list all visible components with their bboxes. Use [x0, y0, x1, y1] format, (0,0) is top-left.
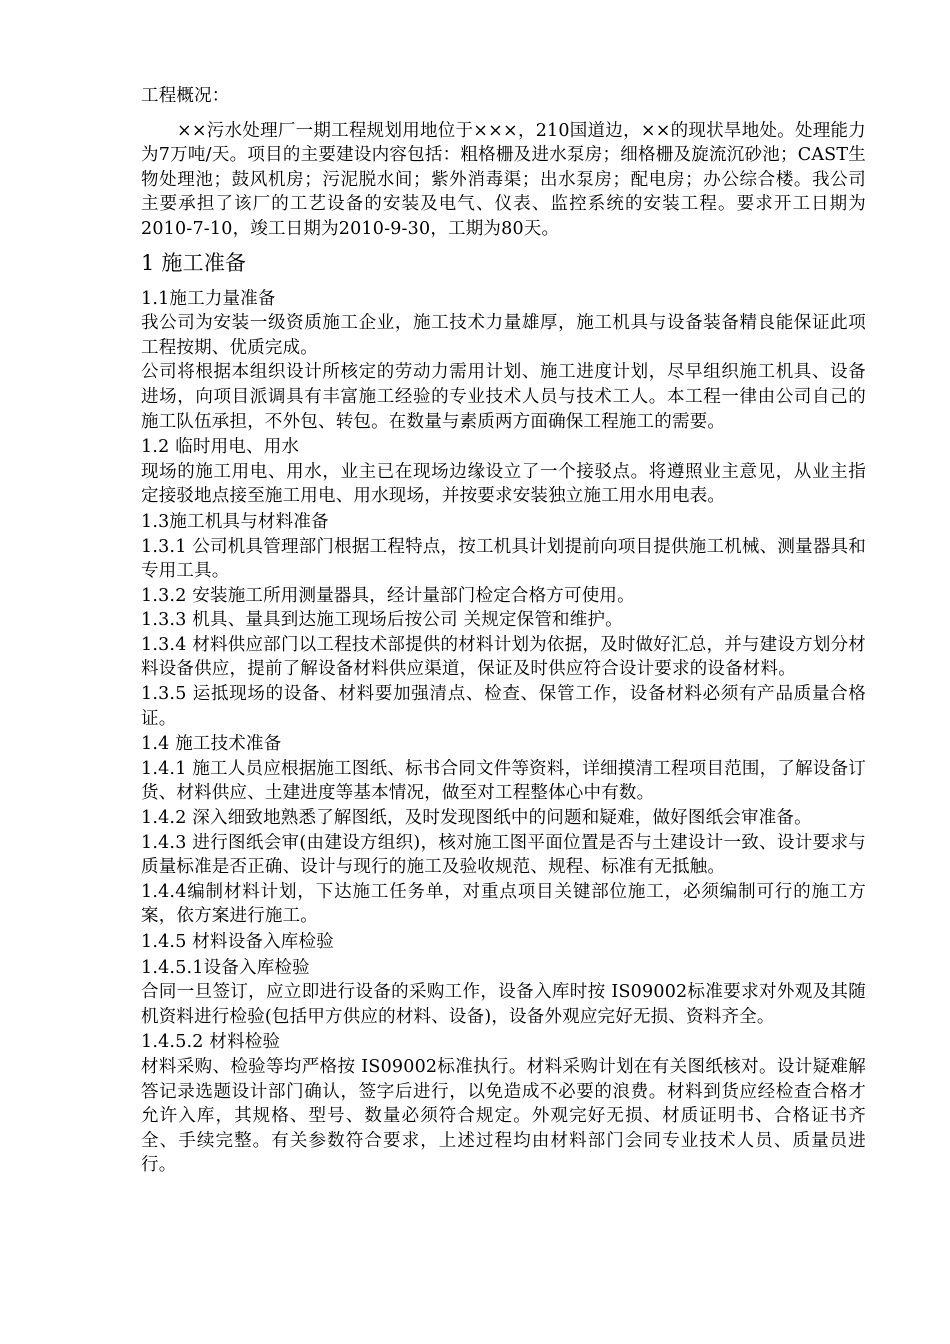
section-1-4-5-2-paragraph: 材料采购、检验等均严格按 IS09002标准执行。材料采购计划在有关图纸核对。设计疑难解答记录选题设计部门确认，签字后进行，以免造成不必要的浪费。材料到货应经检查合格才允许入库，其规格、型号、数量必须符合规定。外观完好无损、材质证明书、合格证书齐全、手续完整。有关参数符合要求，上述过程均由材料部门会同专业技术人员、质量员进行。 [141, 1056, 866, 1176]
section-1-1-heading: 1.1施工力量准备 [141, 288, 276, 309]
section-1-3-5: 1.3.5 运抵现场的设备、材料要加强清点、检查、保管工作，设备材料必须有产品质量合格证。 [141, 684, 866, 729]
section-1-4-5-1-heading: 1.4.5.1设备入库检验 [141, 957, 310, 978]
section-1-4-5-1-paragraph: 合同一旦签订，应立即进行设备的采购工作，设备入库时按 IS09002标准要求对外观及其随机资料进行检验(包括甲方供应的材料、设备)，设备外观应完好无损、资料齐全。 [141, 982, 866, 1027]
section-1-1-paragraph-2: 公司将根据本组织设计所核定的劳动力需用计划、施工进度计划，尽早组织施工机具、设备进场，向项目派调具有丰富施工经验的专业技术人员与技术工人。本工程一律由公司自己的施工队伍承担，不外包、转包。在数量与素质两方面确保工程施工的需要。 [141, 362, 866, 432]
section-1-4-5-heading: 1.4.5 材料设备入库检验 [141, 932, 334, 952]
section-1-3-4: 1.3.4 材料供应部门以工程技术部提供的材料计划为依据，及时做好汇总，并与建设方划分材料设备供应，提前了解设备材料供应渠道，保证及时供应符合设计要求的设备材料。 [141, 634, 866, 680]
section-1-4-3: 1.4.3 进行图纸会审(由建设方组织)，核对施工图平面位置是否与土建设计一致、设计要求与质量标准是否正确、设计与现行的施工及验收规范、规程、标准有无抵触。 [141, 832, 866, 878]
section-1-3-2: 1.3.2 安装施工所用测量器具，经计量部门检定合格方可使用。 [141, 585, 635, 606]
section-1-4-2: 1.4.2 深入细致地熟悉了解图纸，及时发现图纸中的问题和疑难，做好图纸会审准备。 [141, 808, 812, 829]
section-1-3-heading: 1.3施工机具与材料准备 [141, 511, 329, 532]
section-1-4-heading: 1.4 施工技术准备 [141, 734, 282, 755]
overview-paragraph: ××污水处理厂一期工程规划用地位于×××，210国道边，××的现状旱地处。处理能力为7万吨/天。项目的主要建设内容包括：粗格栅及进水泵房；细格栅及旋流沉砂池；CAST生物处理池；鼓风机房；污泥脱水间；紫外消毒渠；出水泵房；配电房；办公综合楼。我公司主要承担了该厂的工艺设备的安装及电气、仪表、监控系统的安装工程。要求开工日期为2010-7-10，竣工日期为2010-9-30，工期为80天。 [141, 120, 866, 239]
section-1-3-1: 1.3.1 公司机具管理部门根据工程特点，按工机具计划提前向项目提供施工机械、测量器具和专用工具。 [141, 536, 866, 582]
section-1-4-5-2-heading: 1.4.5.2 材料检验 [141, 1032, 281, 1053]
section-1-1-paragraph-1: 我公司为安装一级资质施工企业，施工技术力量雄厚，施工机具与设备装备精良能保证此项工程按期、优质完成。 [141, 313, 866, 358]
section-1-heading: 1 施工准备 [141, 250, 247, 275]
document-page [141, 84, 866, 1178]
overview-title: 工程概况： [141, 86, 230, 106]
section-1-2-heading: 1.2 临时用电、用水 [141, 437, 300, 458]
section-1-2-paragraph: 现场的施工用电、用水，业主已在现场边缘设立了一个接驳点。将遵照业主意见，从业主指定接驳地点接至施工用电、用水现场，并按要求安装独立施工用水用电表。 [141, 461, 866, 507]
section-1-4-1: 1.4.1 施工人员应根据施工图纸、标书合同文件等资料，详细摸清工程项目范围，了解设备订货、材料供应、土建进度等基本情况，做至对工程整体心中有数。 [141, 758, 866, 804]
section-1-3-3: 1.3.3 机具、量具到达施工现场后按公司 关规定保管和维护。 [141, 610, 623, 631]
section-1-4-4: 1.4.4编制材料计划，下达施工任务单，对重点项目关键部位施工，必须编制可行的施工方案，依方案进行施工。 [141, 881, 866, 927]
